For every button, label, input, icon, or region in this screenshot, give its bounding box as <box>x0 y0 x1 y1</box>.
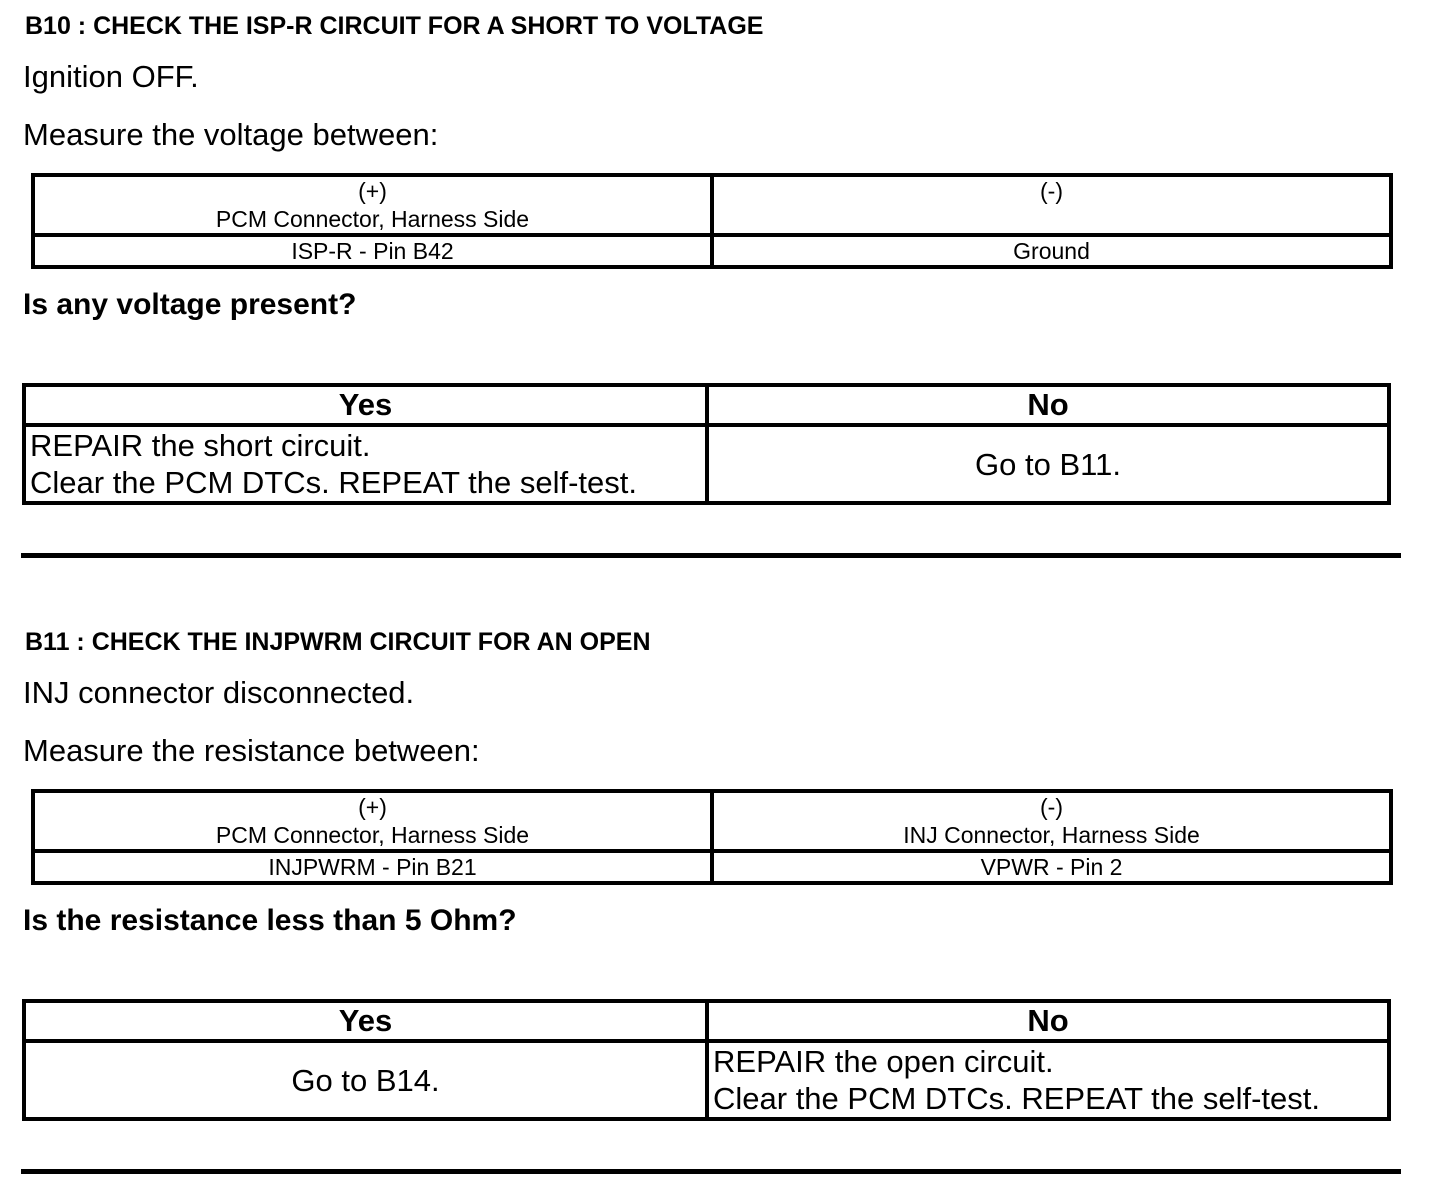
no-action-line-1: REPAIR the open circuit. <box>713 1044 1054 1079</box>
b11-minus-header <box>712 791 1391 851</box>
b10-plus-value: ISP-R - Pin B42 <box>33 235 712 267</box>
yes-header: Yes <box>24 385 707 425</box>
b10-measure-table <box>31 173 1393 269</box>
b11-plus-header <box>33 791 712 851</box>
plus-sign: (+) <box>358 794 387 820</box>
no-header: No <box>707 385 1389 425</box>
b10-condition: Ignition OFF. <box>23 59 199 94</box>
yes-action-line-1: REPAIR the short circuit. <box>30 428 371 463</box>
b11-title: B11 : CHECK THE INJPWRM CIRCUIT FOR AN OPEN <box>25 628 651 656</box>
plus-description: PCM Connector, Harness Side <box>215 206 530 232</box>
b10-yes-action <box>24 425 707 503</box>
plus-description: PCM Connector, Harness Side <box>215 822 530 848</box>
b10-title: B10 : CHECK THE ISP-R CIRCUIT FOR A SHORT TO VOLTAGE <box>25 12 764 40</box>
no-action-line-2: Clear the PCM DTCs. REPEAT the self-test. <box>713 1081 1320 1116</box>
b10-instruction: Measure the voltage between: <box>23 117 439 152</box>
b11-question: Is the resistance less than 5 Ohm? <box>23 904 517 937</box>
yes-header: Yes <box>24 1001 707 1041</box>
b10-question: Is any voltage present? <box>23 288 357 321</box>
b10-no-action: Go to B11. <box>707 425 1389 503</box>
b11-answer-table <box>22 999 1391 1121</box>
b10-answer-table <box>22 383 1391 505</box>
no-header: No <box>707 1001 1389 1041</box>
section-divider <box>21 1169 1401 1174</box>
b11-condition: INJ connector disconnected. <box>23 675 415 710</box>
plus-sign: (+) <box>358 178 387 204</box>
minus-sign: (-) <box>1040 178 1063 204</box>
minus-description: INJ Connector, Harness Side <box>903 822 1200 848</box>
section-divider <box>21 553 1401 558</box>
b10-minus-value: Ground <box>712 235 1391 267</box>
b10-plus-header <box>33 175 712 235</box>
minus-sign: (-) <box>1040 794 1063 820</box>
b11-minus-value: VPWR - Pin 2 <box>712 851 1391 883</box>
b11-instruction: Measure the resistance between: <box>23 733 480 768</box>
b11-yes-action: Go to B14. <box>24 1041 707 1119</box>
b11-plus-value: INJPWRM - Pin B21 <box>33 851 712 883</box>
b10-minus-header <box>712 175 1391 235</box>
yes-action-line-2: Clear the PCM DTCs. REPEAT the self-test. <box>30 465 637 500</box>
b11-measure-table <box>31 789 1393 885</box>
b11-no-action <box>707 1041 1389 1119</box>
